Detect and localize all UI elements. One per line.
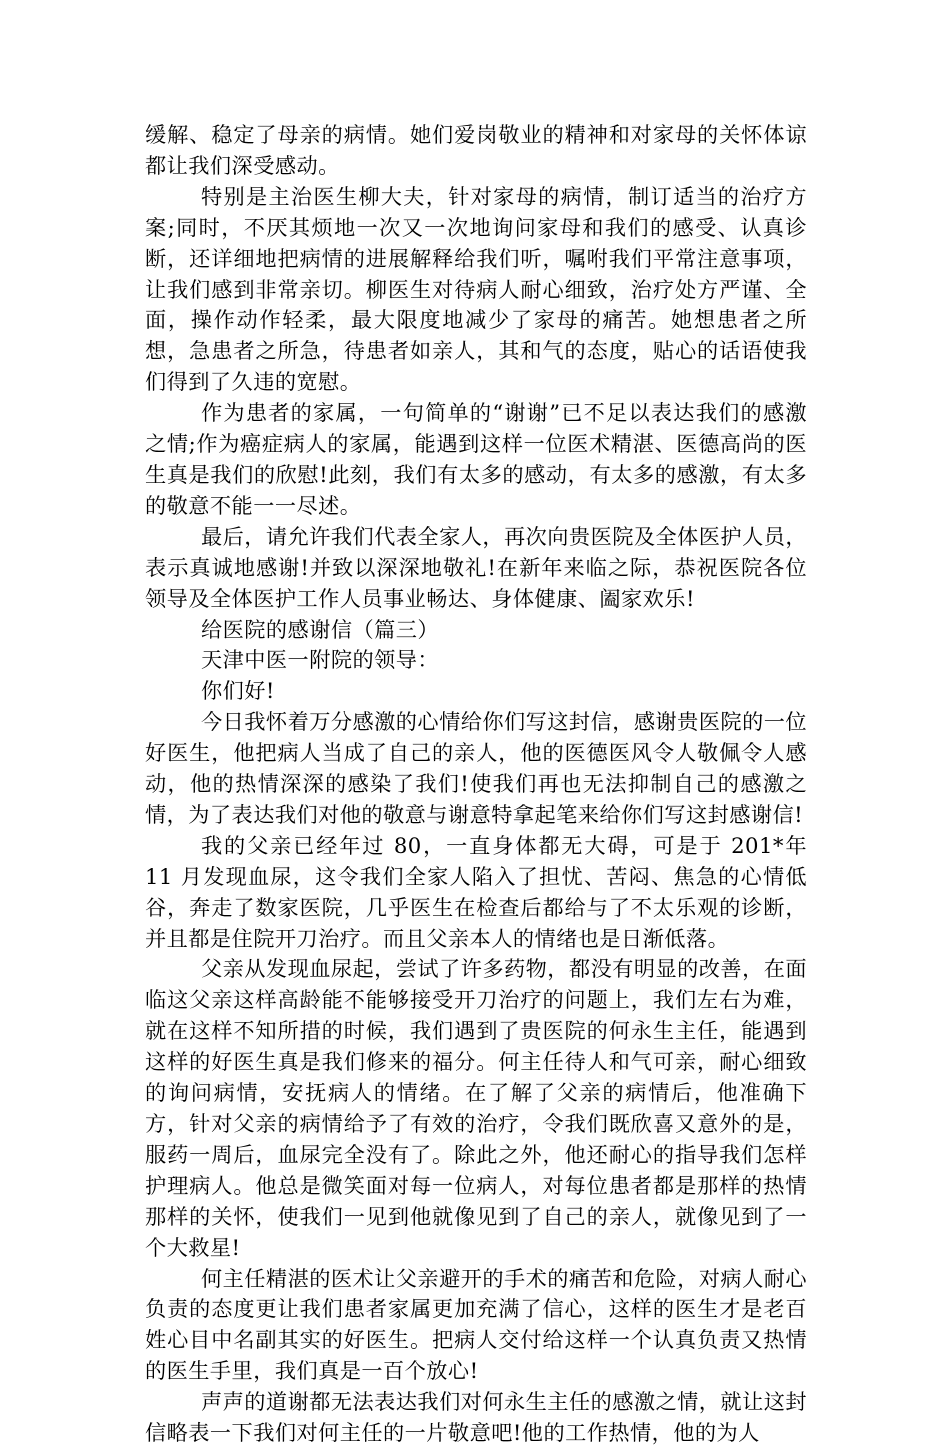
paragraph-4: 最后，请允许我们代表全家人，再次向贵医院及全体医护人员，表示真诚地感谢!并致以深深地敬礼!在新年来临之际，恭祝医院各位领导及全体医护工作人员事业畅达、身体健康、阖家欢乐! [145,523,807,611]
section-heading: 给医院的感谢信（篇三） [201,616,440,642]
paragraph-6: 我的父亲已经年过 80，一直身体都无大碍，可是于 201*年 11 月发现血尿，这令我们全家人陷入了担忧、苦闷、焦急的心情低谷，奔走了数家医院，几乎医生在检查后都给与了不太乐观的诊断，并且都是住院开刀治疗。而且父亲本人的情绪也是日渐低落。 [145,832,807,951]
paragraph-3: 作为患者的家属，一句简单的“谢谢”已不足以表达我们的感激之情;作为癌症病人的家属，能遇到这样一位医术精湛、医德高尚的医生真是我们的欣慰!此刻，我们有太多的感动，有太多的感激，有太多的敬意不能一一尽述。 [145,400,807,518]
letter-addressee: 天津中医一附院的领导： [201,647,440,673]
letter-greeting: 你们好! [201,678,275,704]
document-body [145,120,807,1449]
paragraph-8: 何主任精湛的医术让父亲避开的手术的痛苦和危险，对病人耐心负责的态度更让我们患者家属更加充满了信心，这样的医生才是老百姓心目中名副其实的好医生。把病人交付给这样一个认真负责又热情的医生手里，我们真是一百个放心! [145,1265,807,1384]
paragraph-5: 今日我怀着万分感激的心情给你们写这封信，感谢贵医院的一位好医生，他把病人当成了自己的亲人，他的医德医风令人敬佩令人感动，他的热情深深的感染了我们!使我们再也无法抑制自己的感激之情，为了表达我们对他的敬意与谢意特拿起笔来给你们写这封感谢信! [145,709,807,827]
paragraph-1: 缓解、稳定了母亲的病情。她们爱岗敬业的精神和对家母的关怀体谅都让我们深受感动。 [145,122,807,178]
paragraph-2: 特别是主治医生柳大夫，针对家母的病情，制订适当的治疗方案;同时，不厌其烦地一次又一次地询问家母和我们的感受、认真诊断，还详细地把病情的进展解释给我们听，嘱咐我们平常注意事项，让我们感到非常亲切。柳医生对待病人耐心细致，治疗处方严谨、全面，操作动作轻柔，最大限度地减少了家母的痛苦。她想患者之所想，急患者之所急，待患者如亲人，其和气的态度，贴心的话语使我们得到了久违的宽慰。 [145,183,807,395]
paragraph-9: 声声的道谢都无法表达我们对何永生主任的感激之情，就让这封信略表一下我们对何主任的一片敬意吧!他的工作热情，他的为人 [145,1389,807,1446]
paragraph-7: 父亲从发现血尿起，尝试了许多药物，都没有明显的改善，在面临这父亲这样高龄能不能够接受开刀治疗的问题上，我们左右为难，就在这样不知所措的时候，我们遇到了贵医院的何永生主任，能遇到这样的好医生真是我们修来的福分。何主任待人和气可亲，耐心细致的询问病情，安抚病人的情绪。在了解了父亲的病情后，他准确下方，针对父亲的病情给予了有效的治疗，令我们既欣喜又意外的是，服药一周后，血尿完全没有了。除此之外，他还耐心的指导我们怎样护理病人。他总是微笑面对每一位病人，对每位患者都是那样的热情那样的关怀，使我们一见到他就像见到了自己的亲人，就像见到了一个大救星! [145,956,807,1260]
